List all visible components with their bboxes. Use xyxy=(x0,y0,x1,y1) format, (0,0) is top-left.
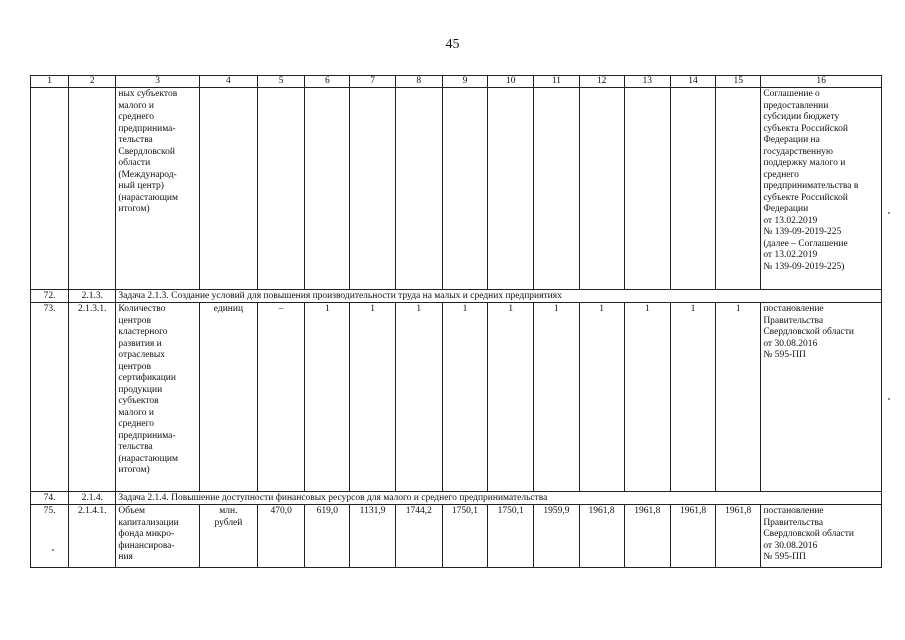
value-cell: 1 xyxy=(395,303,442,492)
table-row-continued xyxy=(31,88,882,290)
value-cell xyxy=(488,88,534,290)
value-cell: 1961,8 xyxy=(579,505,624,568)
header-cell: 15 xyxy=(716,76,761,88)
source-cell: постановление Правительства Свердловской области от 30.08.2016 № 595-ПП xyxy=(761,505,882,568)
code-cell: 2.1.3.1. xyxy=(69,303,116,492)
value-cell xyxy=(534,88,579,290)
value-cell xyxy=(670,88,715,290)
unit-cell: млн. рублей xyxy=(199,505,257,568)
value-cell: 470,0 xyxy=(258,505,305,568)
value-cell: 1744,2 xyxy=(395,505,442,568)
value-cell: 1961,8 xyxy=(624,505,670,568)
header-cell: 16 xyxy=(761,76,882,88)
value-cell xyxy=(305,88,350,290)
unit-cell: единиц xyxy=(199,303,257,492)
task-title-cell: Задача 2.1.3. Создание условий для повышения производительности труда на малых и средних предприятиях xyxy=(116,290,882,303)
header-cell: 13 xyxy=(624,76,670,88)
header-cell: 12 xyxy=(579,76,624,88)
header-cell: 2 xyxy=(69,76,116,88)
header-cell: 14 xyxy=(670,76,715,88)
scan-speck xyxy=(888,398,890,400)
header-cell: 11 xyxy=(534,76,579,88)
value-cell: 1959,9 xyxy=(534,505,579,568)
row-number-cell: 74. xyxy=(31,492,69,505)
code-cell: 2.1.4.1. xyxy=(69,505,116,568)
task-row xyxy=(31,290,882,303)
value-cell: 1 xyxy=(350,303,395,492)
value-cell: 1750,1 xyxy=(488,505,534,568)
value-cell: 1961,8 xyxy=(716,505,761,568)
source-cell: постановление Правительства Свердловской области от 30.08.2016 № 595-ПП xyxy=(761,303,882,492)
unit-cell xyxy=(199,88,257,290)
value-cell: 1131,9 xyxy=(350,505,395,568)
header-cell: 3 xyxy=(116,76,199,88)
code-cell: 2.1.4. xyxy=(69,492,116,505)
scan-speck xyxy=(888,212,890,214)
value-cell: 1961,8 xyxy=(670,505,715,568)
header-cell: 9 xyxy=(442,76,487,88)
task-title-cell: Задача 2.1.4. Повышение доступности финансовых ресурсов для малого и среднего предпринимательства xyxy=(116,492,882,505)
header-cell: 10 xyxy=(488,76,534,88)
value-cell: 619,0 xyxy=(305,505,350,568)
table-row xyxy=(31,505,882,568)
source-cell: Соглашение о предоставлении субсидии бюджету субъекта Российской Федерации на государственную поддержку малого и среднего предпринимательства в субъекте Российской Федерации от 13.02.2019 № 139-09-2019-225 (далее – Соглашение от 13.02.2019 № 139-09-2019-225) xyxy=(761,88,882,290)
page-number: 45 xyxy=(445,37,460,52)
value-cell xyxy=(442,88,487,290)
value-cell: 1 xyxy=(534,303,579,492)
value-cell xyxy=(624,88,670,290)
indicator-cell: Объем капитализации фонда микро- финансирова- ния xyxy=(116,505,199,568)
row-number-cell: 72. xyxy=(31,290,69,303)
indicator-cell: ных субъектов малого и среднего предпринима- тельства Свердловской области (Международ- ный центр) (нарастающим итогом) xyxy=(116,88,199,290)
header-cell: 6 xyxy=(305,76,350,88)
code-cell xyxy=(69,88,116,290)
header-cell: 4 xyxy=(199,76,257,88)
value-cell xyxy=(350,88,395,290)
row-number-cell: 75. xyxy=(31,505,69,568)
value-cell: 1 xyxy=(305,303,350,492)
indicators-table xyxy=(30,75,882,568)
value-cell: 1750,1 xyxy=(442,505,487,568)
value-cell: – xyxy=(258,303,305,492)
value-cell xyxy=(395,88,442,290)
value-cell: 1 xyxy=(442,303,487,492)
value-cell xyxy=(258,88,305,290)
header-cell: 8 xyxy=(395,76,442,88)
row-number-cell xyxy=(31,88,69,290)
value-cell: 1 xyxy=(579,303,624,492)
indicator-cell: Количество центров кластерного развития и отраслевых центров сертификации продукции субъектов малого и среднего предпринима- тельства (нарастающим итогом) xyxy=(116,303,199,492)
header-row xyxy=(31,76,882,88)
value-cell xyxy=(716,88,761,290)
task-row xyxy=(31,492,882,505)
value-cell: 1 xyxy=(716,303,761,492)
value-cell: 1 xyxy=(488,303,534,492)
value-cell: 1 xyxy=(624,303,670,492)
value-cell: 1 xyxy=(670,303,715,492)
header-cell: 1 xyxy=(31,76,69,88)
scan-speck xyxy=(52,549,54,551)
header-cell: 5 xyxy=(258,76,305,88)
table-row xyxy=(31,303,882,492)
row-number-cell: 73. xyxy=(31,303,69,492)
header-cell: 7 xyxy=(350,76,395,88)
code-cell: 2.1.3. xyxy=(69,290,116,303)
value-cell xyxy=(579,88,624,290)
